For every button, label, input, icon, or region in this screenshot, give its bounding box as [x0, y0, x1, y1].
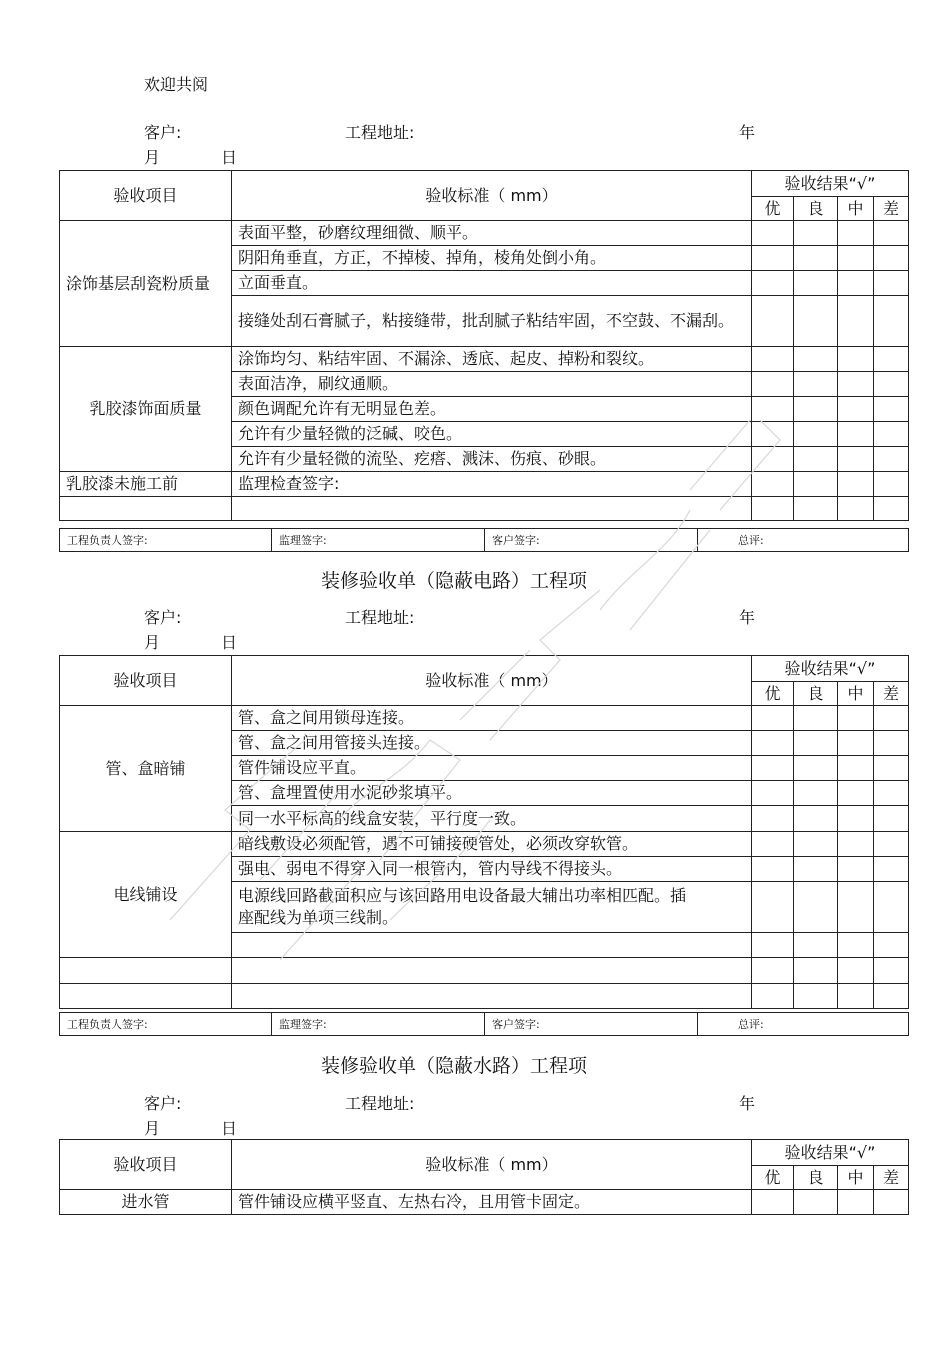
standard-cell: 立面垂直。 [232, 271, 752, 296]
check-cell[interactable] [752, 347, 794, 372]
col-header-standard: 验收标准（ mm） [232, 1140, 752, 1190]
check-cell[interactable] [794, 472, 838, 497]
col-header-standard: 验收标准（ mm） [232, 171, 752, 221]
check-cell[interactable] [752, 271, 794, 296]
empty-cell[interactable] [232, 497, 752, 521]
standard-cell: 管、盒之间用管接头连接。 [232, 731, 752, 756]
check-cell[interactable] [838, 781, 874, 806]
col-header-item: 验收项目 [60, 1140, 232, 1190]
check-cell[interactable] [794, 958, 838, 984]
grade-fair: 中 [838, 1166, 874, 1190]
standard-cell: 允许有少量轻微的流坠、疙瘩、溅沫、伤痕、砂眼。 [232, 447, 752, 472]
standard-cell: 颜色调配允许有无明显色差。 [232, 397, 752, 422]
check-cell[interactable] [838, 271, 874, 296]
grade-poor: 差 [874, 682, 909, 706]
check-cell[interactable] [752, 472, 794, 497]
check-cell[interactable] [752, 246, 794, 271]
empty-cell [60, 984, 232, 1009]
check-cell[interactable] [874, 397, 909, 422]
check-cell[interactable] [874, 221, 909, 246]
grade-excellent: 优 [752, 682, 794, 706]
standard-cell: 表面洁净，刷纹通顺。 [232, 372, 752, 397]
month-label: 月 [144, 148, 161, 167]
check-cell[interactable] [752, 372, 794, 397]
grade-poor: 差 [874, 197, 909, 221]
standard-cell: 涂饰均匀、粘结牢固、不漏涂、透底、起皮、掉粉和裂纹。 [232, 347, 752, 372]
check-cell[interactable] [752, 756, 794, 781]
leader-signature[interactable]: 工程负责人签字: [60, 1013, 272, 1036]
check-cell[interactable] [838, 731, 874, 756]
check-cell[interactable] [838, 347, 874, 372]
item-cell: 涂饰基层刮瓷粉质量 [60, 221, 232, 347]
grade-good: 良 [794, 1166, 838, 1190]
year-label: 年 [739, 1094, 756, 1113]
grade-excellent: 优 [752, 1166, 794, 1190]
check-cell[interactable] [794, 271, 838, 296]
grade-poor: 差 [874, 1166, 909, 1190]
check-cell[interactable] [752, 984, 794, 1009]
item-cell: 电线铺设 [60, 832, 232, 958]
check-cell[interactable] [838, 832, 874, 857]
check-cell[interactable] [752, 958, 794, 984]
leader-signature[interactable]: 工程负责人签字: [60, 529, 272, 552]
check-cell[interactable] [838, 372, 874, 397]
address-label: 工程地址: [345, 123, 415, 142]
section-title-electrical: 装修验收单（隐蔽电路）工程项 [321, 570, 588, 592]
check-cell[interactable] [838, 1190, 874, 1215]
check-cell[interactable] [794, 756, 838, 781]
check-cell[interactable] [874, 857, 909, 882]
check-cell[interactable] [838, 933, 874, 958]
empty-cell[interactable] [232, 984, 752, 1009]
check-cell[interactable] [874, 296, 909, 347]
check-cell[interactable] [874, 933, 909, 958]
check-cell[interactable] [838, 806, 874, 832]
empty-cell [60, 497, 232, 521]
check-cell[interactable] [752, 933, 794, 958]
check-cell[interactable] [874, 497, 909, 521]
check-cell[interactable] [838, 246, 874, 271]
standard-cell: 表面平整，砂磨纹理细微、顺平。 [232, 221, 752, 246]
month-label: 月 [144, 1119, 161, 1138]
check-cell[interactable] [874, 958, 909, 984]
grade-excellent: 优 [752, 197, 794, 221]
grade-fair: 中 [838, 682, 874, 706]
check-cell[interactable] [752, 1190, 794, 1215]
check-cell[interactable] [752, 422, 794, 447]
check-cell[interactable] [838, 497, 874, 521]
check-cell[interactable] [794, 497, 838, 521]
customer-label: 客户: [144, 123, 182, 142]
check-cell[interactable] [874, 372, 909, 397]
check-cell[interactable] [838, 221, 874, 246]
signature-row [59, 528, 909, 552]
customer-label: 客户: [144, 608, 182, 627]
grade-good: 良 [794, 197, 838, 221]
check-cell[interactable] [874, 447, 909, 472]
check-cell[interactable] [752, 296, 794, 347]
check-cell[interactable] [794, 984, 838, 1009]
check-cell[interactable] [794, 221, 838, 246]
check-cell[interactable] [874, 347, 909, 372]
check-cell[interactable] [794, 246, 838, 271]
check-cell[interactable] [752, 706, 794, 731]
check-cell[interactable] [752, 857, 794, 882]
check-cell[interactable] [794, 706, 838, 731]
grade-good: 良 [794, 682, 838, 706]
standard-cell: 允许有少量轻微的泛碱、咬色。 [232, 422, 752, 447]
standard-cell: 管、盒之间用锁母连接。 [232, 706, 752, 731]
address-label: 工程地址: [345, 1094, 415, 1113]
check-cell[interactable] [874, 731, 909, 756]
standard-cell: 暗线敷设必须配管，遇不可铺接硬管处，必须改穿软管。 [232, 832, 752, 857]
section-title-water: 装修验收单（隐蔽水路）工程项 [321, 1055, 588, 1077]
check-cell[interactable] [838, 857, 874, 882]
check-cell[interactable] [838, 422, 874, 447]
standard-cell: 管、盒埋置使用水泥砂浆填平。 [232, 781, 752, 806]
item-cell: 进水管 [60, 1190, 232, 1215]
day-label: 日 [221, 633, 238, 652]
day-label: 日 [221, 1119, 238, 1138]
overall-evaluation[interactable]: 总评: [698, 529, 909, 552]
col-header-item: 验收项目 [60, 171, 232, 221]
check-cell[interactable] [874, 706, 909, 731]
standard-cell: 阴阳角垂直，方正，不掉棱、掉角，棱角处倒小角。 [232, 246, 752, 271]
check-cell[interactable] [838, 472, 874, 497]
check-cell[interactable] [752, 447, 794, 472]
empty-cell[interactable] [232, 933, 752, 958]
check-cell[interactable] [794, 781, 838, 806]
check-cell[interactable] [874, 832, 909, 857]
check-cell[interactable] [752, 882, 794, 933]
check-cell[interactable] [752, 221, 794, 246]
check-cell[interactable] [874, 472, 909, 497]
item-cell: 乳胶漆饰面质量 [60, 347, 232, 472]
supervisor-check-sign[interactable]: 监理检查签字: [232, 472, 752, 497]
signature-row [59, 1012, 909, 1036]
item-cell: 管、盒暗铺 [60, 706, 232, 832]
check-cell[interactable] [794, 806, 838, 832]
month-label: 月 [144, 633, 161, 652]
check-cell[interactable] [794, 857, 838, 882]
check-cell[interactable] [838, 706, 874, 731]
check-cell[interactable] [874, 756, 909, 781]
standard-cell: 管件铺设应平直。 [232, 756, 752, 781]
acceptance-table-electrical [59, 655, 909, 1009]
check-cell[interactable] [838, 756, 874, 781]
check-cell[interactable] [794, 1190, 838, 1215]
customer-signature[interactable]: 客户签字: [485, 1013, 698, 1036]
check-cell[interactable] [794, 397, 838, 422]
check-cell[interactable] [838, 296, 874, 347]
check-cell[interactable] [752, 397, 794, 422]
year-label: 年 [739, 123, 756, 142]
standard-cell: 管件铺设应横平竖直、左热右冷，且用管卡固定。 [232, 1190, 752, 1215]
check-cell[interactable] [752, 832, 794, 857]
customer-label: 客户: [144, 1094, 182, 1113]
day-label: 日 [221, 148, 238, 167]
grade-fair: 中 [838, 197, 874, 221]
check-cell[interactable] [838, 958, 874, 984]
check-cell[interactable] [874, 422, 909, 447]
year-label: 年 [739, 608, 756, 627]
customer-signature[interactable]: 客户签字: [485, 529, 698, 552]
check-cell[interactable] [752, 806, 794, 832]
check-cell[interactable] [874, 984, 909, 1009]
check-cell[interactable] [794, 296, 838, 347]
check-cell[interactable] [794, 832, 838, 857]
check-cell[interactable] [838, 447, 874, 472]
check-cell[interactable] [838, 882, 874, 933]
header-note: 欢迎共阅 [144, 75, 209, 94]
check-cell[interactable] [874, 246, 909, 271]
standard-cell: 接缝处刮石膏腻子，粘接缝带，批刮腻子粘结牢固，不空鼓、不漏刮。 [232, 296, 752, 347]
check-cell[interactable] [874, 806, 909, 832]
check-cell[interactable] [838, 397, 874, 422]
check-cell[interactable] [794, 731, 838, 756]
col-header-result: 验收结果“√” [752, 656, 909, 682]
acceptance-table-coating [59, 170, 909, 521]
acceptance-table-water [59, 1139, 909, 1215]
col-header-result: 验收结果“√” [752, 1140, 909, 1166]
empty-cell [60, 958, 232, 984]
check-cell[interactable] [874, 781, 909, 806]
check-cell[interactable] [874, 271, 909, 296]
col-header-result: 验收结果“√” [752, 171, 909, 197]
check-cell[interactable] [794, 347, 838, 372]
check-cell[interactable] [752, 731, 794, 756]
col-header-item: 验收项目 [60, 656, 232, 706]
check-cell[interactable] [794, 882, 838, 933]
check-cell[interactable] [794, 372, 838, 397]
item-cell: 乳胶漆未施工前 [60, 472, 232, 497]
check-cell[interactable] [874, 1190, 909, 1215]
check-cell[interactable] [794, 933, 838, 958]
check-cell[interactable] [838, 984, 874, 1009]
supervisor-signature[interactable]: 监理签字: [272, 529, 485, 552]
overall-evaluation[interactable]: 总评: [698, 1013, 909, 1036]
empty-cell[interactable] [232, 958, 752, 984]
col-header-standard: 验收标准（ mm） [232, 656, 752, 706]
check-cell[interactable] [794, 447, 838, 472]
check-cell[interactable] [752, 781, 794, 806]
check-cell[interactable] [752, 497, 794, 521]
check-cell[interactable] [794, 422, 838, 447]
address-label: 工程地址: [345, 608, 415, 627]
standard-cell: 同一水平标高的线盒安装，平行度一致。 [232, 806, 752, 832]
standard-cell: 强电、弱电不得穿入同一根管内，管内导线不得接头。 [232, 857, 752, 882]
check-cell[interactable] [874, 882, 909, 933]
standard-cell: 电源线回路截面积应与该回路用电设备最大辅出功率相匹配。插座配线为单项三线制。 [232, 882, 752, 933]
supervisor-signature[interactable]: 监理签字: [272, 1013, 485, 1036]
